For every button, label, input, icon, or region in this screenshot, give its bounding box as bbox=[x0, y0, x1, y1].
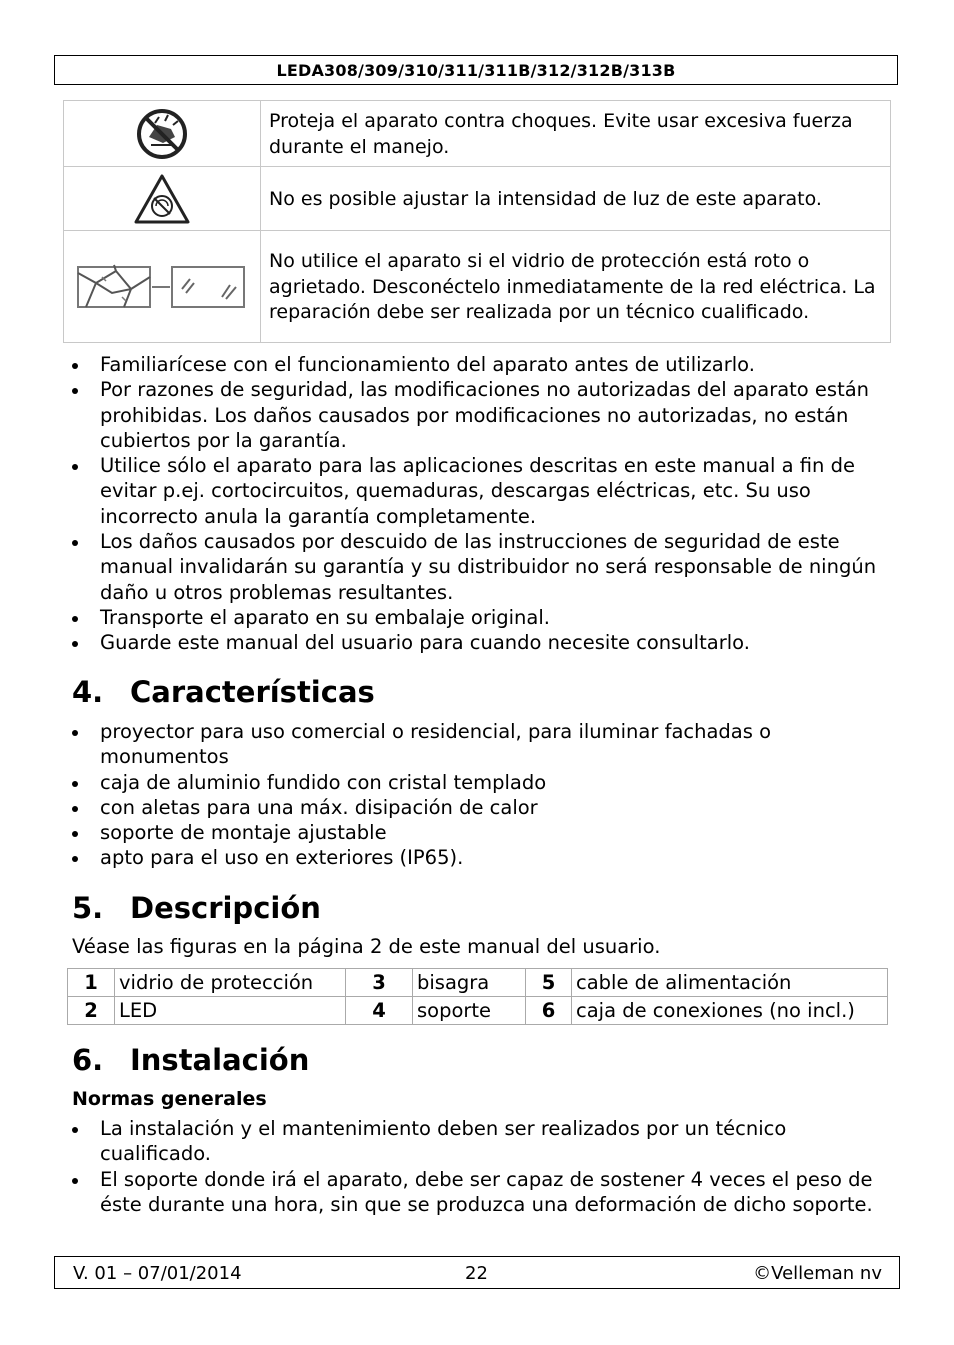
part-number: 4 bbox=[346, 997, 413, 1025]
warning-row bbox=[64, 231, 891, 343]
list-item: La instalación y el mantenimiento deben ser realizados por un técnico cualificado. bbox=[72, 1116, 882, 1167]
part-number: 3 bbox=[346, 969, 413, 997]
table-row bbox=[68, 997, 888, 1025]
section-heading-caracteristicas bbox=[72, 675, 375, 709]
bullet-icon bbox=[72, 730, 78, 736]
section-number: 4. bbox=[72, 675, 104, 709]
part-label: vidrio de protección bbox=[115, 969, 346, 997]
footer-page-number: 22 bbox=[465, 1263, 488, 1284]
warning-icon-cell bbox=[64, 167, 261, 231]
list-item: Familiarícese con el funcionamiento del aparato antes de utilizarlo. bbox=[72, 352, 882, 377]
warning-icon-cell bbox=[64, 231, 261, 343]
list-item: El soporte donde irá el aparato, debe ser capaz de sostener 4 veces el peso de éste durante una hora, sin que se produzca una deformación de dicho soporte. bbox=[72, 1167, 882, 1218]
bullet-icon bbox=[72, 464, 78, 470]
header-title: LEDA308/309/310/311/311B/312/312B/313B bbox=[276, 60, 676, 80]
bullet-icon bbox=[72, 540, 78, 546]
section-title: Instalación bbox=[130, 1043, 310, 1077]
bullet-icon bbox=[72, 388, 78, 394]
part-label: LED bbox=[115, 997, 346, 1025]
bullet-icon bbox=[72, 1178, 78, 1184]
part-label: cable de alimentación bbox=[572, 969, 888, 997]
warning-text: No utilice el aparato si el vidrio de protección está roto o agrietado. Desconéctelo inmediatamente de la red eléctrica. La reparación debe ser realizada por un técnico cualificado. bbox=[261, 231, 891, 343]
installation-bullet-list bbox=[72, 1116, 882, 1217]
list-item: Transporte el aparato en su embalaje original. bbox=[72, 605, 882, 630]
bullet-icon bbox=[72, 806, 78, 812]
list-item: soporte de montaje ajustable bbox=[72, 820, 882, 845]
warning-text: No es posible ajustar la intensidad de luz de este aparato. bbox=[261, 167, 891, 231]
safety-bullet-list bbox=[72, 352, 882, 656]
list-item: proyector para uso comercial o residencial, para iluminar fachadas o monumentos bbox=[72, 719, 882, 770]
part-label: caja de conexiones (no incl.) bbox=[572, 997, 888, 1025]
list-item: caja de aluminio fundido con cristal templado bbox=[72, 770, 882, 795]
no-dimmer-icon bbox=[133, 173, 191, 225]
warning-text: Proteja el aparato contra choques. Evite usar excesiva fuerza durante el manejo. bbox=[261, 101, 891, 167]
part-number: 6 bbox=[526, 997, 572, 1025]
bullet-icon bbox=[72, 781, 78, 787]
list-item: Los daños causados por descuido de las instrucciones de seguridad de este manual invalidarán su garantía y su distribuidor no será responsable de ningún daño u otros problemas resultantes. bbox=[72, 529, 882, 605]
section-number: 6. bbox=[72, 1043, 104, 1077]
bullet-icon bbox=[72, 1127, 78, 1133]
warning-row bbox=[64, 101, 891, 167]
table-row bbox=[68, 969, 888, 997]
warning-row bbox=[64, 167, 891, 231]
footer-copyright: ©Velleman nv bbox=[753, 1263, 882, 1284]
list-item: Guarde este manual del usuario para cuando necesite consultarlo. bbox=[72, 630, 882, 655]
broken-glass-icon bbox=[76, 263, 248, 311]
features-bullet-list bbox=[72, 719, 882, 871]
no-impact-icon bbox=[135, 107, 189, 161]
bullet-icon bbox=[72, 641, 78, 647]
section-heading-descripcion bbox=[72, 891, 321, 925]
section-title: Descripción bbox=[130, 891, 321, 925]
document-footer bbox=[54, 1256, 900, 1289]
document-header bbox=[54, 55, 898, 85]
part-number: 1 bbox=[68, 969, 115, 997]
bullet-icon bbox=[72, 616, 78, 622]
list-item: Por razones de seguridad, las modificaciones no autorizadas del aparato están prohibidas. Los daños causados por modificaciones no autorizadas, no están cubiertos por la garantía. bbox=[72, 377, 882, 453]
description-intro: Véase las figuras en la página 2 de este manual del usuario. bbox=[72, 935, 661, 958]
warning-icon-cell bbox=[64, 101, 261, 167]
list-item: apto para el uso en exteriores (IP65). bbox=[72, 845, 882, 870]
section-title: Características bbox=[130, 675, 375, 709]
footer-version: V. 01 – 07/01/2014 bbox=[73, 1263, 242, 1284]
parts-table bbox=[67, 968, 888, 1025]
part-number: 5 bbox=[526, 969, 572, 997]
part-label: soporte bbox=[413, 997, 526, 1025]
bullet-icon bbox=[72, 856, 78, 862]
subsection-title: Normas generales bbox=[72, 1088, 267, 1110]
bullet-icon bbox=[72, 831, 78, 837]
bullet-icon bbox=[72, 363, 78, 369]
list-item: Utilice sólo el aparato para las aplicaciones descritas en este manual a fin de evitar p.ej. cortocircuitos, quemaduras, descargas eléctricas, etc. Su uso incorrecto anula la garantía completamente. bbox=[72, 453, 882, 529]
warning-table bbox=[63, 100, 891, 343]
part-number: 2 bbox=[68, 997, 115, 1025]
list-item: con aletas para una máx. disipación de calor bbox=[72, 795, 882, 820]
part-label: bisagra bbox=[413, 969, 526, 997]
section-number: 5. bbox=[72, 891, 104, 925]
section-heading-instalacion bbox=[72, 1043, 309, 1077]
